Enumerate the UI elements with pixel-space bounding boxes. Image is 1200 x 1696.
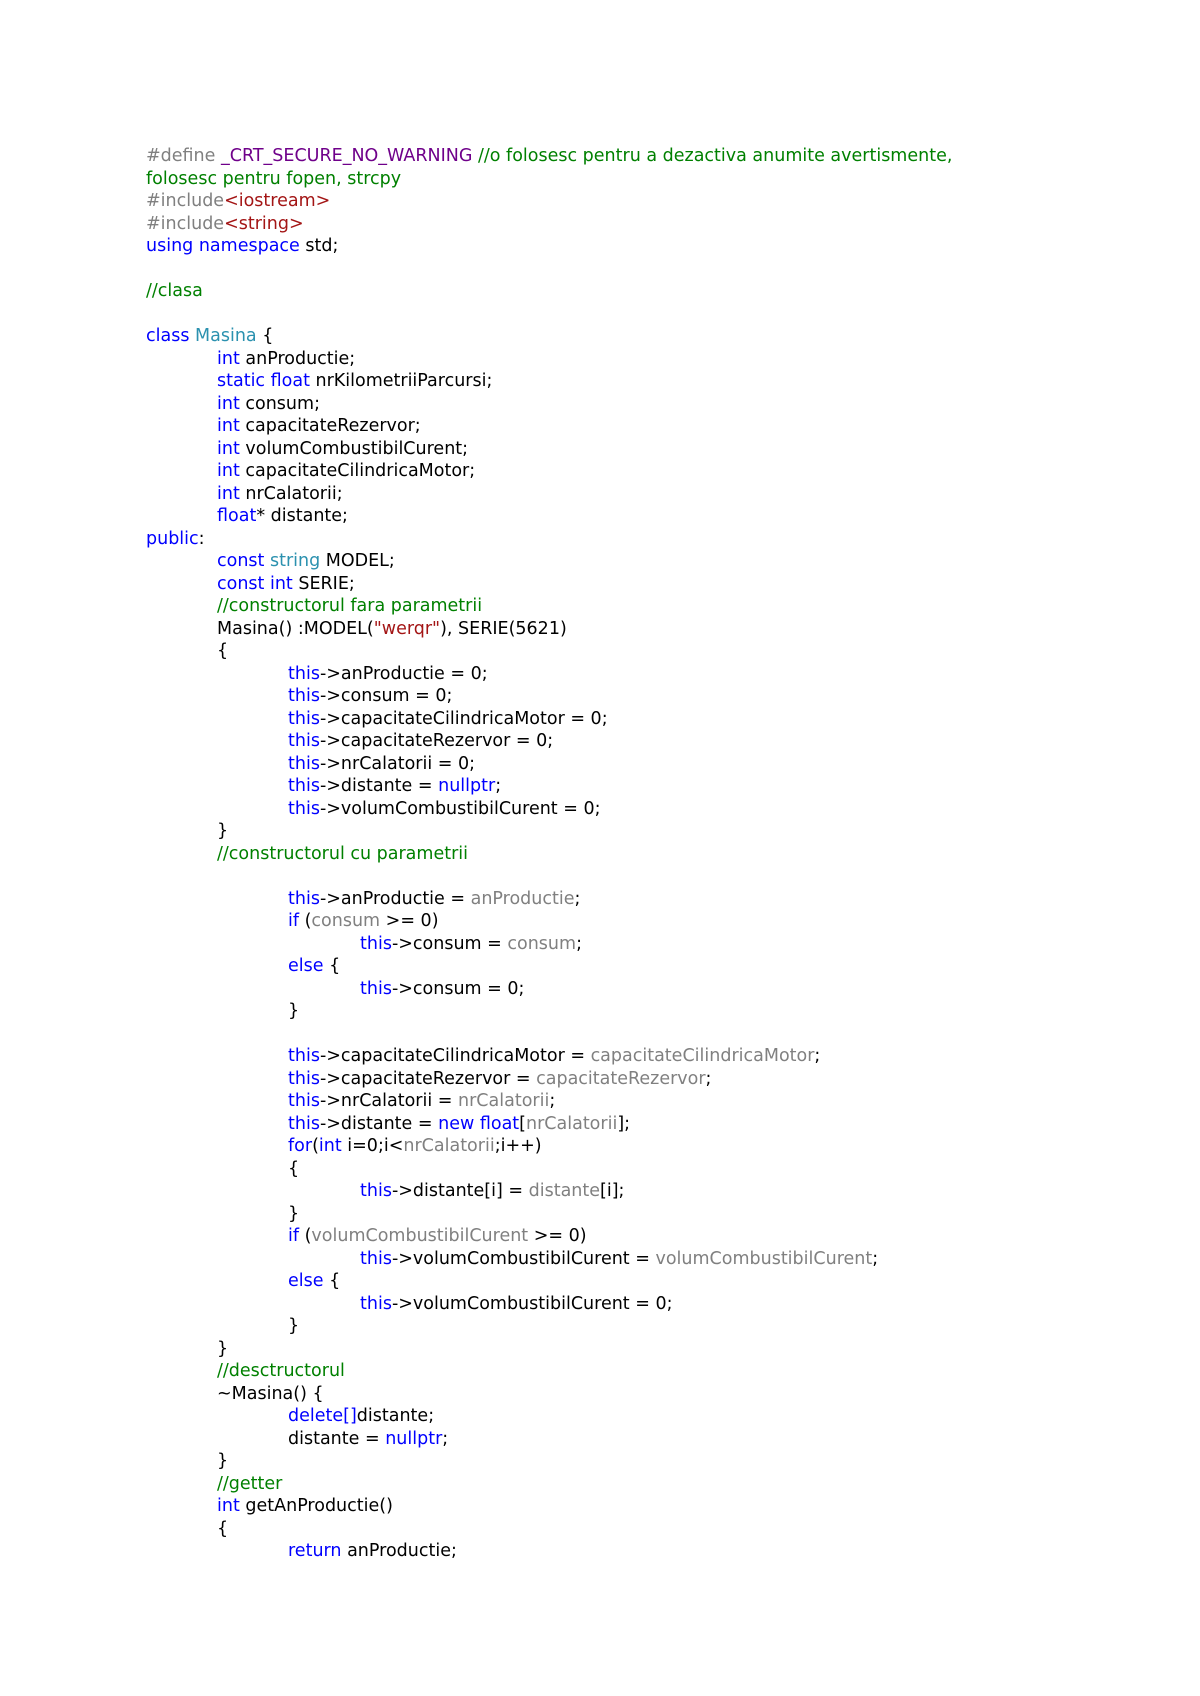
code-line bbox=[146, 483, 1156, 506]
code-token: this bbox=[360, 978, 392, 999]
code-line bbox=[146, 1270, 1156, 1293]
code-line bbox=[146, 145, 1156, 168]
code-token: nrCalatorii; bbox=[245, 483, 343, 504]
code-line bbox=[146, 1203, 1156, 1226]
code-line bbox=[146, 1000, 1156, 1023]
code-token: this bbox=[288, 1091, 320, 1111]
code-token: consum bbox=[507, 933, 577, 954]
code-token: { bbox=[288, 1158, 300, 1179]
code-line bbox=[146, 685, 1156, 708]
code-token: ; bbox=[442, 1428, 449, 1449]
code-token: ; bbox=[814, 1046, 821, 1066]
code-token: this bbox=[288, 731, 320, 751]
code-line bbox=[146, 1518, 1156, 1541]
code-token: ]; bbox=[617, 1113, 631, 1134]
code-line bbox=[146, 1113, 1156, 1136]
code-token: public bbox=[146, 528, 199, 549]
code-token: if bbox=[288, 1226, 305, 1246]
code-token: else bbox=[288, 956, 330, 976]
code-line bbox=[146, 1315, 1156, 1338]
code-token: ->consum = 0; bbox=[391, 978, 525, 999]
code-token: //o folosesc pentru a dezactiva anumite avertismente, bbox=[478, 146, 953, 166]
code-token: else bbox=[288, 1271, 330, 1291]
code-token: Masina() :MODEL( bbox=[217, 618, 374, 639]
code-token: >= 0) bbox=[528, 1226, 587, 1246]
code-line bbox=[146, 1383, 1156, 1406]
code-token: int bbox=[217, 438, 246, 459]
code-token: "werqr" bbox=[373, 618, 441, 639]
code-token: <string> bbox=[224, 213, 304, 234]
code-token: SERIE; bbox=[298, 573, 355, 594]
code-line bbox=[146, 325, 1156, 348]
code-line bbox=[146, 1248, 1156, 1271]
code-token: ; bbox=[495, 776, 502, 796]
code-token: : bbox=[198, 528, 205, 549]
code-token: ->distante[i] = bbox=[391, 1181, 529, 1201]
code-token: this bbox=[360, 1181, 392, 1201]
code-token: } bbox=[288, 1203, 300, 1224]
code-token: this bbox=[288, 1113, 320, 1134]
code-token: { bbox=[329, 1271, 341, 1291]
code-listing bbox=[146, 145, 1156, 1563]
code-line bbox=[146, 933, 1156, 956]
code-line bbox=[146, 460, 1156, 483]
code-token: //getter bbox=[217, 1473, 283, 1494]
code-token: nullptr bbox=[385, 1428, 443, 1449]
code-line bbox=[146, 393, 1156, 416]
code-token: ), SERIE(5621) bbox=[440, 618, 567, 639]
code-token: int bbox=[318, 1136, 348, 1156]
code-token: <iostream> bbox=[224, 191, 331, 211]
code-line bbox=[146, 820, 1156, 843]
code-token: consum; bbox=[245, 393, 320, 414]
code-token: int bbox=[217, 461, 246, 481]
code-line bbox=[146, 1540, 1156, 1563]
code-token: volumCombustibilCurent bbox=[655, 1248, 873, 1269]
code-token: #include bbox=[146, 213, 225, 234]
code-token: nullptr bbox=[438, 776, 496, 796]
code-token: >= 0) bbox=[380, 911, 439, 931]
code-line bbox=[146, 348, 1156, 371]
code-line bbox=[146, 1293, 1156, 1316]
code-token: ~Masina() { bbox=[217, 1383, 324, 1404]
code-line bbox=[146, 280, 1156, 303]
code-line bbox=[146, 663, 1156, 686]
code-line bbox=[146, 775, 1156, 798]
code-line bbox=[146, 798, 1156, 821]
code-token: this bbox=[288, 1046, 320, 1066]
code-token: ->capacitateCilindricaMotor = bbox=[319, 1046, 591, 1066]
code-token: getAnProductie() bbox=[245, 1496, 393, 1516]
code-token: int bbox=[217, 393, 246, 414]
code-token: nrCalatorii bbox=[403, 1136, 495, 1156]
code-line bbox=[146, 528, 1156, 551]
code-token: this bbox=[288, 686, 320, 706]
code-line bbox=[146, 1135, 1156, 1158]
code-line bbox=[146, 1428, 1156, 1451]
code-token: this bbox=[288, 776, 320, 796]
code-token: ->anProductie = 0; bbox=[319, 663, 488, 684]
code-token: } bbox=[217, 1451, 229, 1471]
code-line bbox=[146, 708, 1156, 731]
code-token: for bbox=[288, 1136, 313, 1156]
code-token: consum bbox=[311, 911, 381, 931]
code-token: //desctructorul bbox=[217, 1361, 345, 1381]
code-token: { bbox=[256, 326, 274, 346]
code-token: ;i++) bbox=[494, 1136, 542, 1156]
code-token: static float bbox=[217, 371, 316, 391]
code-token: #define bbox=[146, 146, 221, 166]
code-line bbox=[146, 1405, 1156, 1428]
code-token: new float bbox=[438, 1113, 520, 1134]
code-line bbox=[146, 505, 1156, 528]
code-line bbox=[146, 888, 1156, 911]
code-token: int bbox=[217, 348, 246, 369]
code-token: nrCalatorii bbox=[526, 1113, 618, 1134]
code-line bbox=[146, 370, 1156, 393]
code-token: ->capacitateRezervor = 0; bbox=[319, 731, 554, 751]
code-token: //constructorul fara parametrii bbox=[217, 596, 483, 616]
code-token: capacitateRezervor bbox=[536, 1068, 706, 1089]
code-line bbox=[146, 640, 1156, 663]
code-line bbox=[146, 573, 1156, 596]
code-token: if bbox=[288, 911, 305, 931]
code-token: nrCalatorii bbox=[458, 1091, 550, 1111]
code-token: ->volumCombustibilCurent = 0; bbox=[391, 1293, 673, 1314]
code-token: ->volumCombustibilCurent = bbox=[391, 1248, 656, 1269]
code-token: this bbox=[288, 753, 320, 774]
code-token: int bbox=[217, 1496, 246, 1516]
code-token: //constructorul cu parametrii bbox=[217, 843, 468, 864]
code-token: ->volumCombustibilCurent = 0; bbox=[319, 798, 601, 819]
code-token: _CRT_SECURE_NO_WARNING bbox=[220, 146, 478, 166]
code-line bbox=[146, 303, 1156, 326]
code-line bbox=[146, 1473, 1156, 1496]
code-token: string bbox=[269, 551, 326, 571]
code-token: this bbox=[288, 708, 320, 729]
code-line bbox=[146, 258, 1156, 281]
code-token: anProductie bbox=[470, 888, 575, 909]
code-token: ->nrCalatorii = bbox=[319, 1091, 459, 1111]
code-token: Masina bbox=[195, 326, 257, 346]
code-line bbox=[146, 550, 1156, 573]
code-token: { bbox=[217, 641, 229, 661]
code-line bbox=[146, 1090, 1156, 1113]
code-token: [ bbox=[519, 1113, 526, 1134]
code-token: distante bbox=[528, 1181, 601, 1201]
code-token: ->capacitateRezervor = bbox=[319, 1068, 537, 1089]
code-token: ->distante = bbox=[319, 1113, 439, 1134]
code-line bbox=[146, 190, 1156, 213]
code-token: this bbox=[288, 888, 320, 909]
code-line bbox=[146, 1180, 1156, 1203]
code-token: volumCombustibilCurent; bbox=[245, 438, 469, 459]
code-token: ; bbox=[576, 933, 582, 954]
code-token: const bbox=[217, 551, 270, 571]
code-token: ->consum = bbox=[391, 933, 508, 954]
code-token: } bbox=[288, 1001, 300, 1021]
code-token: const int bbox=[217, 573, 299, 594]
code-token: //clasa bbox=[146, 281, 203, 301]
code-token: delete[] bbox=[288, 1406, 357, 1426]
code-token: this bbox=[360, 1293, 392, 1314]
code-token: this bbox=[360, 933, 392, 954]
code-token: capacitateCilindricaMotor bbox=[590, 1046, 815, 1066]
code-token: std; bbox=[305, 236, 339, 256]
code-line bbox=[146, 235, 1156, 258]
code-token: #include bbox=[146, 191, 225, 211]
code-line bbox=[146, 213, 1156, 236]
code-line bbox=[146, 730, 1156, 753]
code-token: int bbox=[217, 416, 246, 436]
code-line bbox=[146, 1068, 1156, 1091]
code-token: this bbox=[288, 798, 320, 819]
code-line bbox=[146, 168, 1156, 191]
code-token: ( bbox=[304, 911, 312, 931]
code-line bbox=[146, 1360, 1156, 1383]
code-line bbox=[146, 1450, 1156, 1473]
code-line bbox=[146, 1158, 1156, 1181]
code-line bbox=[146, 415, 1156, 438]
code-token: volumCombustibilCurent bbox=[311, 1226, 529, 1246]
code-line bbox=[146, 910, 1156, 933]
code-token: this bbox=[288, 1068, 320, 1089]
code-token: MODEL; bbox=[325, 551, 395, 571]
code-token: ->anProductie = bbox=[319, 888, 471, 909]
code-token: this bbox=[360, 1248, 392, 1269]
code-token: return bbox=[288, 1541, 348, 1561]
code-token: distante = bbox=[288, 1428, 386, 1449]
code-line bbox=[146, 618, 1156, 641]
code-token: using namespace bbox=[146, 236, 306, 256]
code-token: nrKilometriiParcursi; bbox=[315, 371, 493, 391]
code-token: i=0;i< bbox=[347, 1136, 404, 1156]
code-line bbox=[146, 438, 1156, 461]
code-line bbox=[146, 1225, 1156, 1248]
code-token: ; bbox=[549, 1091, 556, 1111]
code-line bbox=[146, 753, 1156, 776]
code-token: int bbox=[217, 483, 246, 504]
code-line bbox=[146, 1338, 1156, 1361]
code-token: capacitateCilindricaMotor; bbox=[245, 461, 476, 481]
code-token: * distante; bbox=[256, 506, 348, 526]
code-token: [i]; bbox=[600, 1181, 625, 1201]
code-token: } bbox=[217, 1338, 229, 1359]
code-line bbox=[146, 1495, 1156, 1518]
code-token: } bbox=[288, 1316, 300, 1336]
code-token: ->capacitateCilindricaMotor = 0; bbox=[319, 708, 608, 729]
code-token: this bbox=[288, 663, 320, 684]
code-line bbox=[146, 595, 1156, 618]
code-token: ->consum = 0; bbox=[319, 686, 453, 706]
code-token: ; bbox=[705, 1068, 712, 1089]
code-line bbox=[146, 865, 1156, 888]
code-token: distante; bbox=[356, 1406, 435, 1426]
code-token: ( bbox=[304, 1226, 312, 1246]
code-token: ->nrCalatorii = 0; bbox=[319, 753, 476, 774]
code-line bbox=[146, 843, 1156, 866]
code-token: ; bbox=[574, 888, 581, 909]
code-token: class bbox=[146, 326, 196, 346]
code-token: capacitateRezervor; bbox=[245, 416, 421, 436]
code-line bbox=[146, 955, 1156, 978]
code-token: ; bbox=[872, 1248, 879, 1269]
code-line bbox=[146, 978, 1156, 1001]
code-token: { bbox=[217, 1518, 229, 1539]
code-line bbox=[146, 1045, 1156, 1068]
code-token: ( bbox=[312, 1136, 319, 1156]
code-token: ->distante = bbox=[319, 776, 439, 796]
code-token: anProductie; bbox=[347, 1541, 457, 1561]
code-token: folosesc pentru fopen, strcpy bbox=[146, 168, 402, 189]
code-line bbox=[146, 1023, 1156, 1046]
code-token: } bbox=[217, 821, 229, 841]
code-token: anProductie; bbox=[245, 348, 356, 369]
code-token: { bbox=[329, 956, 341, 976]
code-token: float bbox=[217, 506, 257, 526]
